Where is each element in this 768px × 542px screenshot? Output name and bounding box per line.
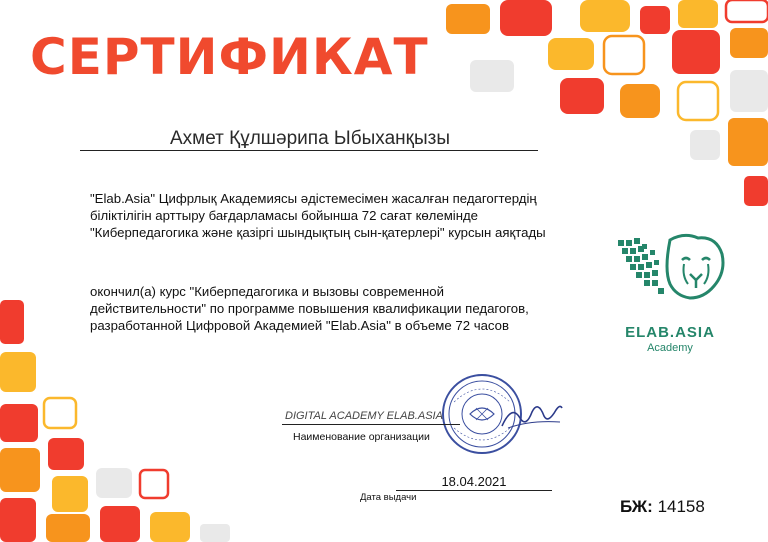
organization-underline — [282, 424, 460, 425]
serial-number — [620, 497, 705, 517]
course-text-kazakh: "Elab.Asia" Цифрлық Академиясы әдістемесімен жасалған педагогтердің біліктілігін арттыру бағдарламасы бойынша 72 сағат көлемінде "Киберпедагогика және қазіргі шындықтың сын-қатерлері" курсын аяқтады — [90, 191, 546, 240]
recipient-underline — [80, 150, 538, 151]
course-text-russian: окончил(а) курс "Киберпедагогика и вызовы современной действительности" по программе повышения квалификации педагогов, разработанной Цифровой Академией "Elab.Asia" в объеме 72 часов — [90, 284, 529, 333]
date-underline — [396, 490, 552, 491]
serial-label: БЖ: — [620, 497, 653, 516]
recipient-name: Ахмет Құлшәрипа Ыбыханқызы — [170, 128, 450, 149]
serial-value: 14158 — [657, 497, 705, 516]
cheetah-icon — [612, 232, 732, 302]
certificate-title: СЕРТИФИКАТ — [30, 28, 429, 86]
brand-subtitle: Academy — [647, 342, 693, 354]
signature-icon — [500, 398, 564, 434]
issue-date-label: Дата выдачи — [360, 492, 417, 503]
brand-name: ELAB.ASIA — [625, 324, 715, 341]
issue-date: 18.04.2021 — [441, 474, 507, 489]
organization-name: DIGITAL ACADEMY ELAB.ASIA — [285, 410, 443, 422]
organization-label: Наименование организации — [293, 431, 430, 443]
